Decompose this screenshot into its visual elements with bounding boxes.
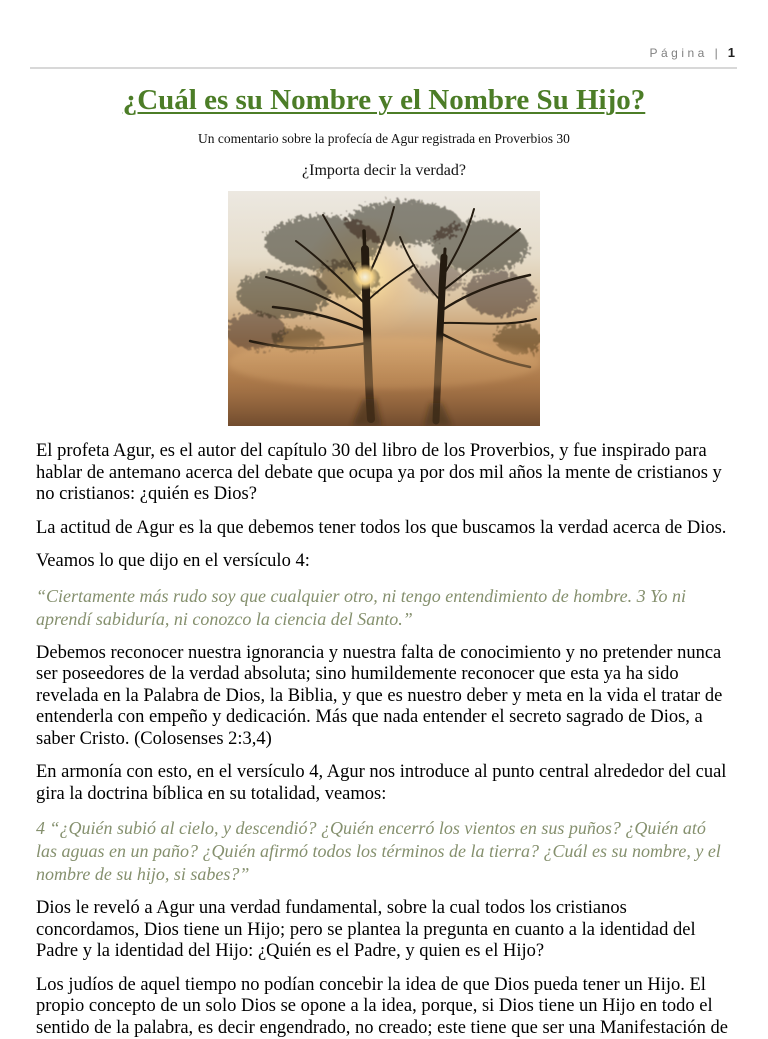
paragraph: La actitud de Agur es la que debemos tener todos los que buscamos la verdad acerca de Dios. — [36, 518, 730, 540]
scripture-quote: “Ciertamente más rudo soy que cualquier otro, ni tengo entendimiento de hombre. 3 Yo ni aprendí sabiduría, ni conozco la ciencia del Santo.” — [36, 585, 730, 631]
document-body — [0, 441, 768, 1039]
document-tagline: ¿Importa decir la verdad? — [0, 161, 768, 181]
paragraph: El profeta Agur, es el autor del capítulo 30 del libro de los Proverbios, y fue inspirado para hablar de antemano acerca del debate que ocupa ya por dos mil años la mente de cristianos y no cristianos: ¿quién es Dios? — [36, 441, 730, 506]
page-header — [30, 0, 737, 69]
page-header-label: Página | — [649, 46, 721, 60]
document-subtitle: Un comentario sobre la profecía de Agur registrada en Proverbios 30 — [0, 130, 768, 147]
paragraph: Debemos reconocer nuestra ignorancia y nuestra falta de conocimiento y no pretender nunca ser poseedores de la verdad absoluta; sino humildemente reconocer que esta ya ha sido revelada en la Palabra de Dios, la Biblia, y que es nuestro deber y meta en la vida el tratar de entenderla con empeño y dedicación. Más que nada entender el secreto sagrado de Dios, a saber Cristo. (Colosenses 2:3,4) — [36, 643, 730, 751]
paragraph: Dios le reveló a Agur una verdad fundamental, sobre la cual todos los cristianos concordamos, Dios tiene un Hijo; pero se plantea la pregunta en cuanto a la identidad del Padre y la identidad del Hijo: ¿Quién es el Padre, y quien es el Hijo? — [36, 898, 730, 963]
paragraph: En armonía con esto, en el versículo 4, Agur nos introduce al punto central alrededor del cual gira la doctrina bíblica en su totalidad, veamos: — [36, 762, 730, 805]
trees-sunrise-illustration — [228, 191, 540, 426]
paragraph: Veamos lo que dijo en el versículo 4: — [36, 551, 730, 573]
scripture-quote: 4 “¿Quién subió al cielo, y descendió? ¿Quién encerró los vientos en sus puños? ¿Quién ató las aguas en un paño? ¿Quién afirmó todos los términos de la tierra? ¿Cuál es su nombre, y el nombre de su hijo, si sabes?” — [36, 817, 730, 886]
paragraph: Los judíos de aquel tiempo no podían concebir la idea de que Dios pueda tener un Hijo. El propio concepto de un solo Dios se opone a la idea, porque, si Dios tiene un Hijo en todo el sentido de la palabra, es decir engendrado, no creado; este tiene que ser una Manifestación de — [36, 975, 730, 1039]
page-title: ¿Cuál es su Nombre y el Nombre Su Hijo? — [20, 83, 748, 118]
trees-sunrise-photo — [228, 191, 540, 426]
page-number: 1 — [728, 45, 735, 60]
